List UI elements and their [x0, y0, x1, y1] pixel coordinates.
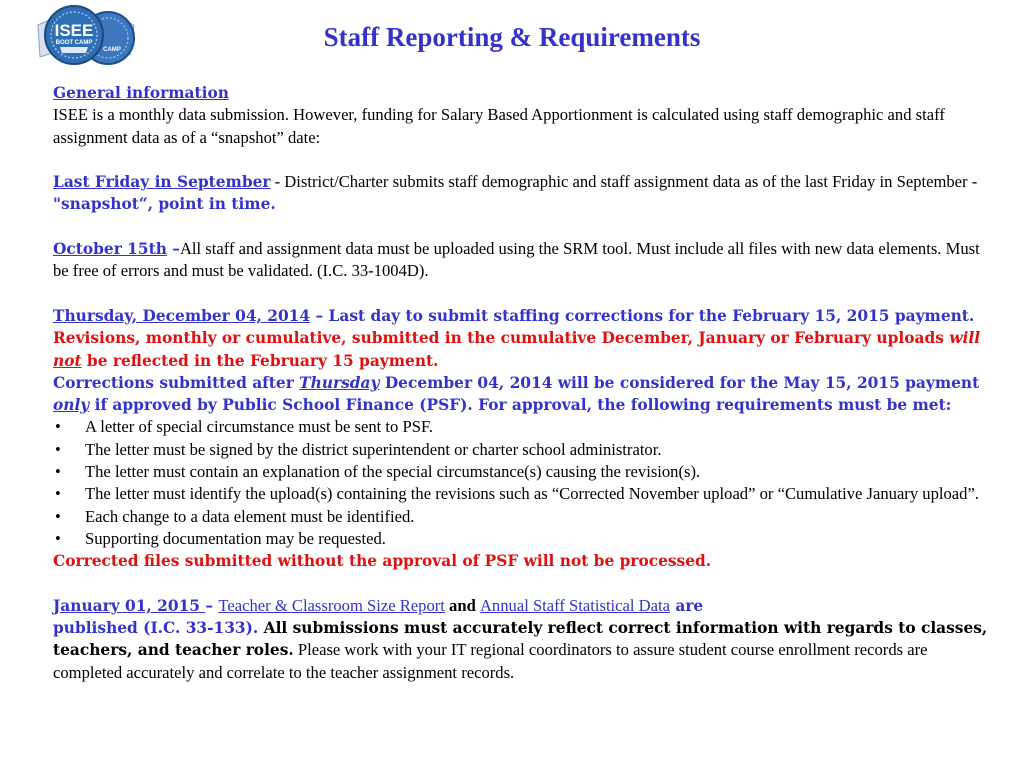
- list-item: [53, 506, 993, 528]
- snapshot-text: "snapshot“, point: [53, 195, 204, 214]
- revisions-warning-text: Revisions, monthly or cumulative, submitted in the cumulative December, January or February uploads: [53, 329, 950, 348]
- page-title: Staff Reporting & Requirements: [323, 22, 701, 52]
- spacer: [53, 573, 993, 595]
- list-item-text: The letter must be signed by the district superintendent or charter school administrator.: [85, 439, 662, 459]
- october-link[interactable]: October 15th: [53, 240, 167, 259]
- january-link[interactable]: January 01, 2015: [53, 596, 206, 615]
- only-text: only: [53, 396, 90, 415]
- list-item: [53, 416, 993, 438]
- will-text: will: [949, 329, 981, 348]
- bullet-icon: •: [55, 528, 61, 548]
- corrected-files-warning: Corrected files submitted without the approval of PSF will not be processed.: [53, 552, 712, 571]
- logo-sub-text: BOOT CAMP: [55, 40, 93, 46]
- december-link[interactable]: Thursday, December 04, 2014: [53, 306, 311, 325]
- spacer: [53, 149, 993, 171]
- general-text: ISEE is a monthly data submission. However, funding for Salary Based Apportionment is calculated using staff demographic and staff assignment data as of a “snapshot” date:: [53, 105, 945, 147]
- october-text: All staff and assignment data must be uploaded using the SRM tool. Must include all files with new data elements. Must be free of errors and must be validated. (I.C. 33-1004D).: [53, 239, 980, 281]
- in-time-text: in time.: [203, 195, 276, 214]
- spacer: [53, 283, 993, 305]
- bullet-icon: •: [55, 439, 61, 459]
- january-section: [53, 595, 993, 684]
- december-section: [53, 305, 993, 416]
- approval-text: if approved by Public School Finance (PSF). For approval, the following requirements must be met:: [89, 396, 952, 415]
- corrections-text: Corrections submitted after: [53, 373, 300, 392]
- list-item-text: Each change to a data element must be identified.: [85, 506, 415, 526]
- list-item: [53, 439, 993, 461]
- general-heading-link[interactable]: General information: [53, 84, 229, 102]
- staff-statistical-data-link[interactable]: Annual Staff Statistical Data: [479, 595, 670, 615]
- list-item-text: The letter must contain an explanation of the special circumstance(s) causing the revision(s).: [85, 462, 701, 482]
- not-text: not: [53, 351, 82, 370]
- general-section: [53, 82, 993, 149]
- may-payment-text: December 04, 2014 will be considered for the May 15, 2015 payment: [379, 373, 980, 392]
- submissions-text: All submissions must accurately reflect correct information with regards to classes, teachers, and teacher roles.: [53, 619, 988, 660]
- list-item-text: A letter of special circumstance must be sent to PSF.: [85, 417, 433, 437]
- teacher-classroom-report-link[interactable]: Teacher & Classroom Size Report: [218, 595, 445, 615]
- list-item: [53, 483, 993, 505]
- list-item-text: Supporting documentation may be requested.: [85, 528, 386, 548]
- january-dash: –: [205, 596, 219, 615]
- october-section: [53, 238, 993, 283]
- slide-body: [53, 82, 993, 684]
- bullet-icon: •: [55, 462, 61, 482]
- september-text: - District/Charter submits staff demographic and staff assignment data as of the last Friday in September -: [270, 172, 978, 192]
- requirements-list: [53, 416, 993, 550]
- october-dash: –: [166, 240, 180, 259]
- spacer: [53, 216, 993, 238]
- bullet-icon: •: [55, 417, 61, 437]
- bullet-icon: •: [55, 484, 61, 504]
- logo-camp-text: CAMP: [103, 47, 121, 53]
- coordinators-text: Please work with your IT regional coordinators to assure student course enrollment records are completed accurately and correlate to the teacher assignment records.: [53, 640, 928, 682]
- list-item-text: The letter must identify the upload(s) containing the revisions such as “Corrected November upload” or “Cumulative January upload”.: [85, 484, 979, 504]
- and-text: and: [444, 595, 480, 615]
- september-section: [53, 171, 993, 216]
- september-link[interactable]: Last Friday in September: [53, 173, 271, 192]
- are-text: are: [669, 596, 704, 615]
- thursday-text: Thursday: [299, 373, 380, 392]
- reflected-text: be reflected in the February 15 payment.: [81, 351, 439, 370]
- logo-main-text: ISEE: [54, 21, 94, 40]
- list-item: [53, 461, 993, 483]
- published-text: published (I.C. 33-133).: [53, 619, 259, 638]
- bullet-icon: •: [55, 506, 61, 526]
- list-item: [53, 528, 993, 550]
- december-deadline-text: – Last day to submit staffing corrections for the February 15, 2015 payment.: [310, 306, 975, 325]
